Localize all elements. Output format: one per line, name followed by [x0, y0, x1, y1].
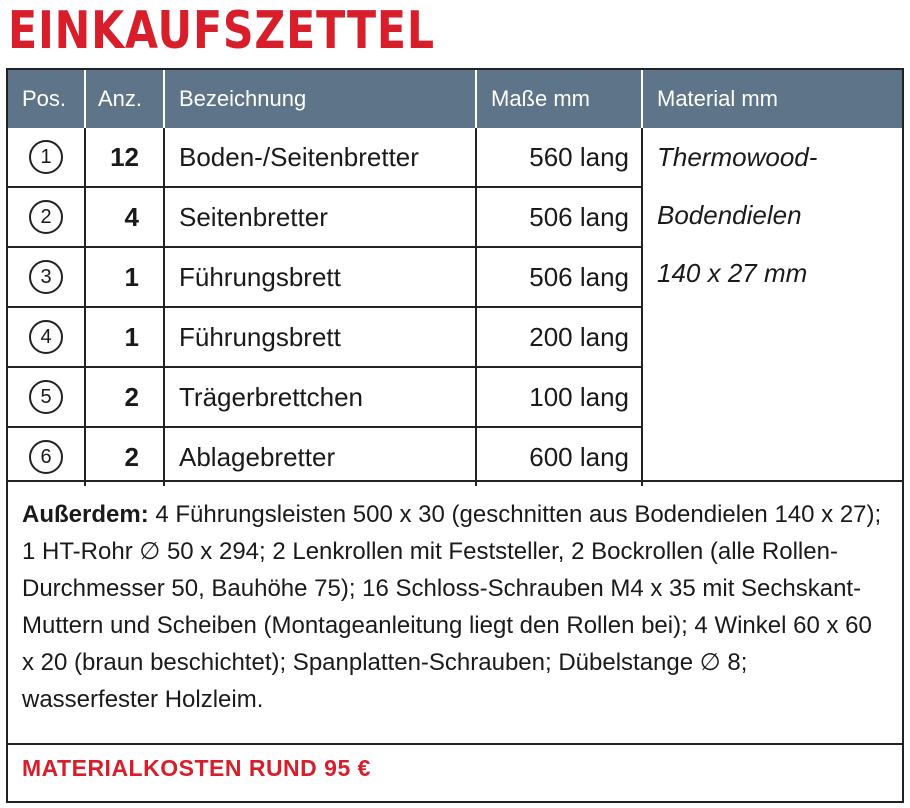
row-dimension: 200 lang	[476, 307, 642, 367]
material-cell	[642, 128, 902, 486]
row-description: Ablagebretter	[164, 427, 476, 486]
additional-text: 4 Führungsleisten 500 x 30 (geschnitten aus Bodendielen 140 x 27); 1 HT-Rohr ∅ 50 x 294; 2 Lenkrollen mit Feststeller, 2 Bockrollen (alle Rollen-Durchmesser 50, Bauhöhe 75); 16 Schloss-Schrauben M4 x 35 mit Sechskant-Muttern und Scheiben (Montageanleitung liegt den Rollen bei); 4 Winkel 60 x 60 x 20 (braun beschichtet); Spanplatten-Schrauben; Dübelstange ∅ 8; wasserfester Holzleim.	[22, 501, 882, 713]
row-pos-cell	[8, 247, 85, 307]
row-description: Führungsbrett	[164, 247, 476, 307]
table-header-row	[8, 70, 902, 128]
row-pos-cell	[8, 427, 85, 486]
row-quantity: 1	[85, 247, 164, 307]
row-quantity: 12	[85, 128, 164, 187]
row-dimension: 600 lang	[476, 427, 642, 486]
col-header-pos: Pos.	[8, 70, 85, 128]
row-quantity: 4	[85, 187, 164, 247]
table-row	[8, 128, 902, 187]
col-header-anz: Anz.	[85, 70, 164, 128]
row-quantity: 2	[85, 427, 164, 486]
row-dimension: 506 lang	[476, 187, 642, 247]
row-dimension: 506 lang	[476, 247, 642, 307]
col-header-material: Material mm	[642, 70, 902, 128]
col-header-bezeichnung: Bezeichnung	[164, 70, 476, 128]
material-line: Thermowood-	[657, 142, 818, 172]
position-number: 6	[29, 440, 63, 474]
material-line: 140 x 27 mm	[657, 258, 808, 288]
col-header-masse: Maße mm	[476, 70, 642, 128]
page-title: EINKAUFSZETTEL	[8, 1, 435, 61]
row-pos-cell	[8, 367, 85, 427]
additional-materials	[8, 480, 902, 745]
row-dimension: 100 lang	[476, 367, 642, 427]
parts-table	[8, 70, 902, 486]
additional-label: Außerdem:	[22, 501, 149, 528]
row-description: Führungsbrett	[164, 307, 476, 367]
position-number: 2	[29, 200, 63, 234]
row-dimension: 560 lang	[476, 128, 642, 187]
position-number: 4	[29, 320, 63, 354]
row-pos-cell	[8, 307, 85, 367]
row-pos-cell	[8, 128, 85, 187]
position-number: 3	[29, 260, 63, 294]
shopping-list-box	[6, 68, 904, 803]
row-pos-cell	[8, 187, 85, 247]
position-number: 5	[29, 380, 63, 414]
material-line: Bodendielen	[657, 200, 802, 230]
position-number: 1	[29, 140, 63, 174]
row-quantity: 2	[85, 367, 164, 427]
row-quantity: 1	[85, 307, 164, 367]
row-description: Boden-/Seitenbretter	[164, 128, 476, 187]
row-description: Trägerbrettchen	[164, 367, 476, 427]
material-cost: MATERIALKOSTEN RUND 95 €	[22, 755, 371, 781]
row-description: Seitenbretter	[164, 187, 476, 247]
